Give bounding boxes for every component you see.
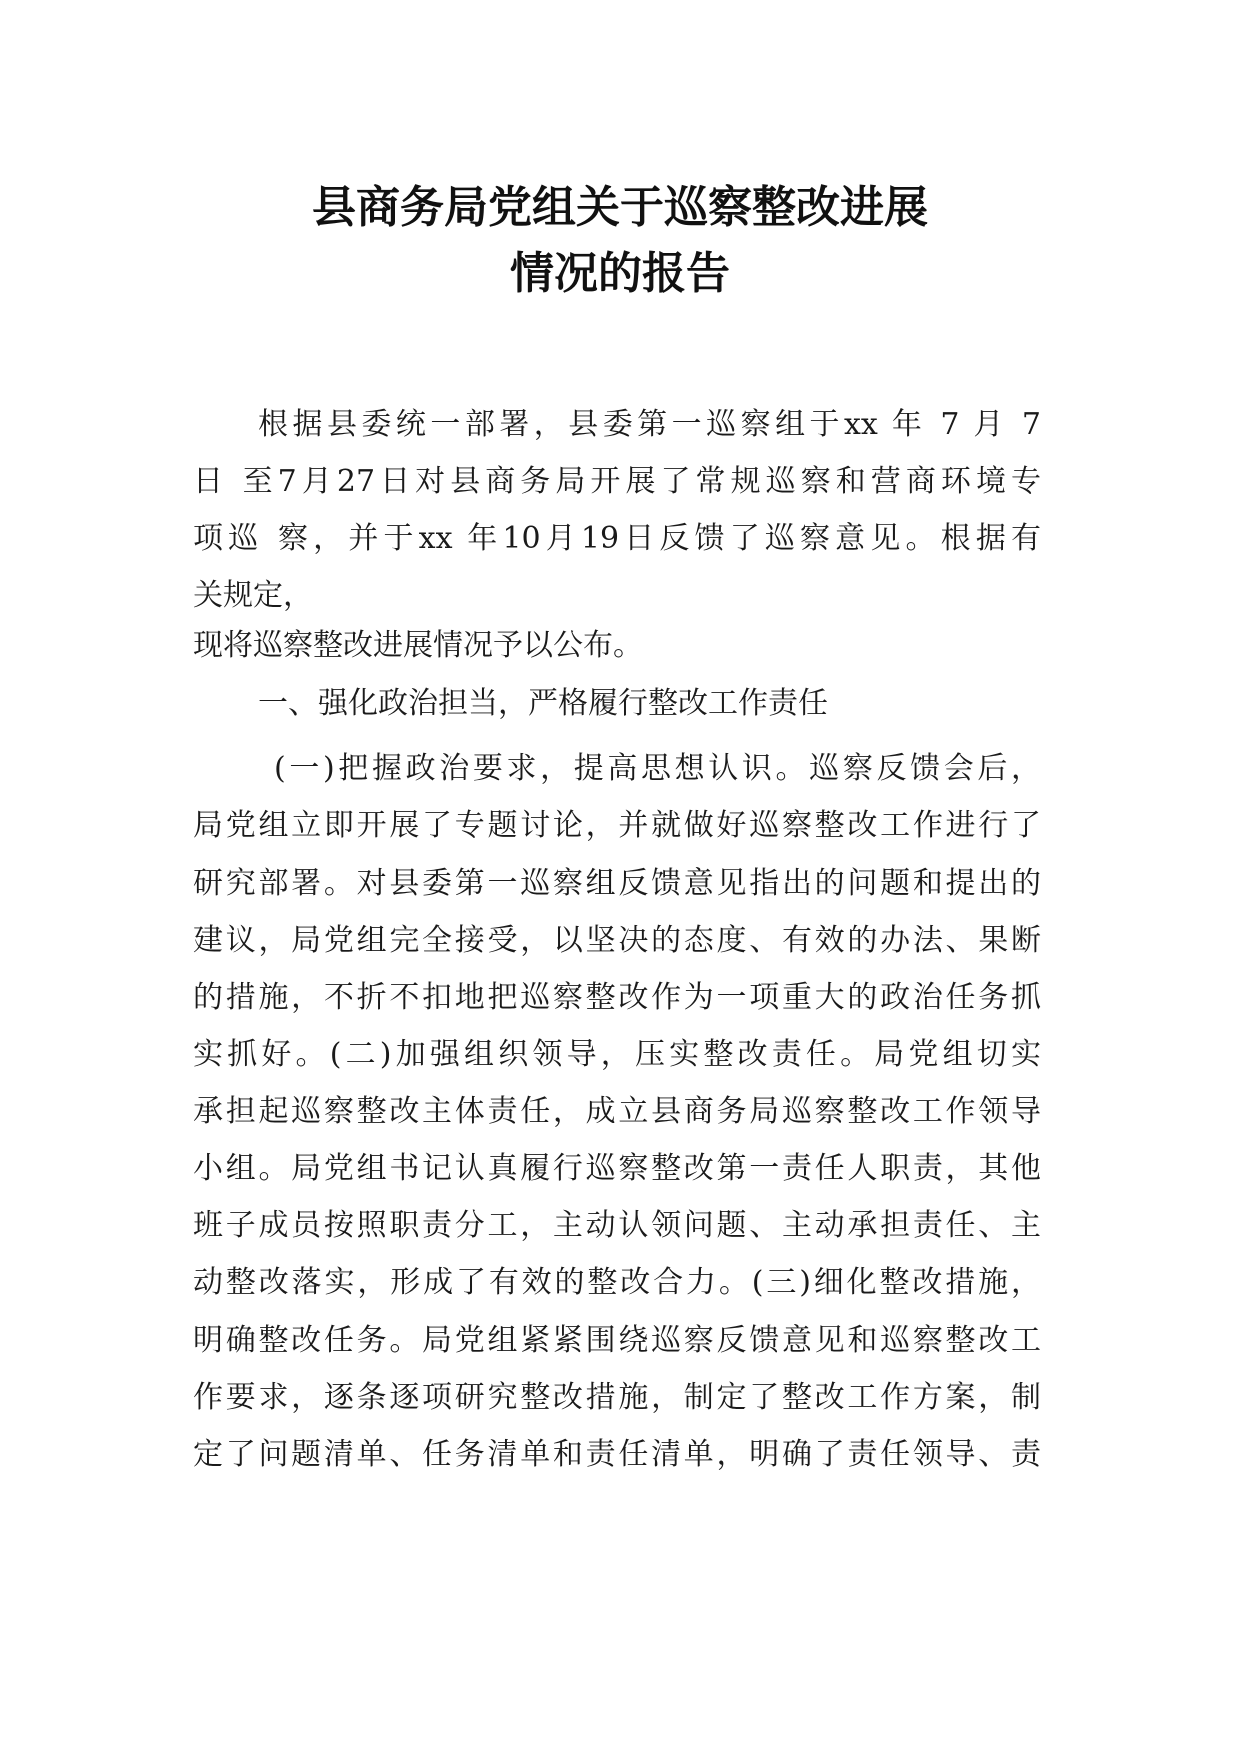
section-heading: 一、强化政治担当，严格履行整改工作责任 xyxy=(258,686,828,721)
paragraph-line: 局党组立即开展了专题讨论，并就做好巡察整改工作进行了 xyxy=(193,808,1041,843)
paragraph-line: 根据县委统一部署，县委第一巡察组于xx 年 7 月 7 xyxy=(258,407,1041,442)
paragraph-line: 动整改落实，形成了有效的整改合力。(三)细化整改措施， xyxy=(193,1265,1041,1300)
paragraph-line: 作要求，逐条逐项研究整改措施，制定了整改工作方案，制 xyxy=(193,1380,1041,1415)
document-title-line-2: 情况的报告 xyxy=(510,248,730,299)
paragraph-line: 现将巡察整改进展情况予以公布。 xyxy=(193,628,643,663)
paragraph-line: 班子成员按照职责分工，主动认领问题、主动承担责任、主 xyxy=(193,1208,1041,1243)
paragraph-line: 实抓好。(二)加强组织领导，压实整改责任。局党组切实 xyxy=(193,1037,1041,1072)
paragraph-line: 小组。局党组书记认真履行巡察整改第一责任人职责，其他 xyxy=(193,1151,1041,1186)
paragraph-line: 承担起巡察整改主体责任，成立县商务局巡察整改工作领导 xyxy=(193,1094,1041,1129)
paragraph-line: 项巡 察，并于xx 年10月19日反馈了巡察意见。根据有 xyxy=(193,521,1041,556)
paragraph-line: 建议，局党组完全接受，以坚决的态度、有效的办法、果断 xyxy=(193,923,1041,958)
paragraph-line: 明确整改任务。局党组紧紧围绕巡察反馈意见和巡察整改工 xyxy=(193,1323,1041,1358)
paragraph-line: 关规定， xyxy=(193,578,313,613)
paragraph-line: 定了问题清单、任务清单和责任清单，明确了责任领导、责 xyxy=(193,1437,1041,1472)
paragraph-line: 研究部署。对县委第一巡察组反馈意见指出的问题和提出的 xyxy=(193,866,1041,901)
paragraph-line: (一)把握政治要求，提高思想认识。巡察反馈会后， xyxy=(274,751,1041,786)
paragraph-line: 的措施，不折不扣地把巡察整改作为一项重大的政治任务抓 xyxy=(193,980,1041,1015)
document-title-line-1: 县商务局党组关于巡察整改进展 xyxy=(312,182,928,233)
paragraph-line: 日 至7月27日对县商务局开展了常规巡察和营商环境专 xyxy=(193,464,1041,499)
